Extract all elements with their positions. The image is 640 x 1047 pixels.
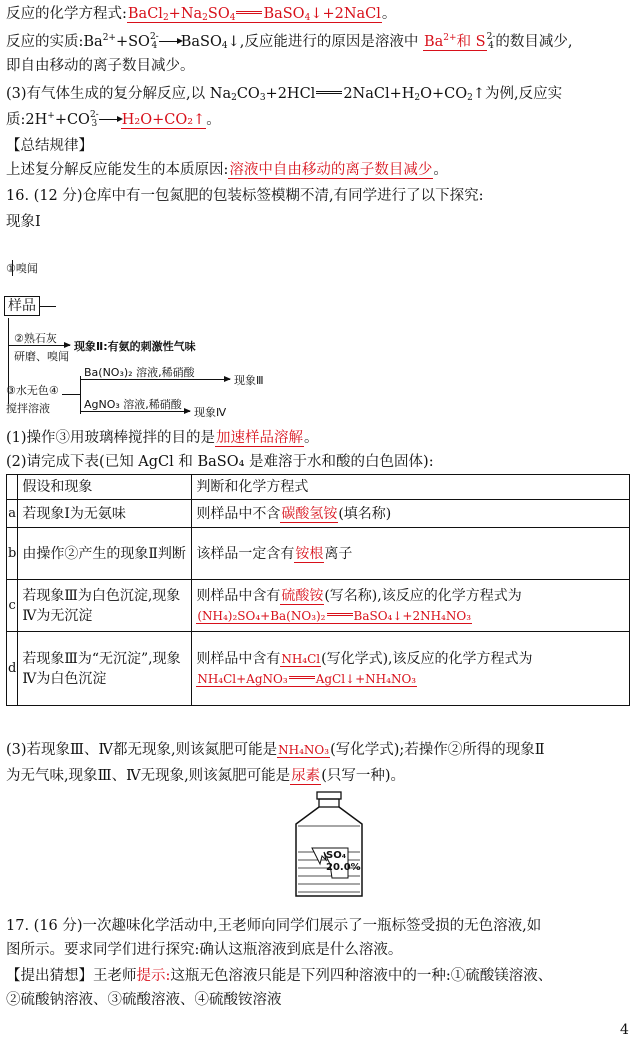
line-equation-1: 反应的化学方程式$:BaCl_2+Na_2SO_4$ BaSO$_4$↓+2NaCl。 bbox=[6, 6, 397, 23]
op1-label: ①嗅闻 bbox=[6, 262, 38, 275]
op2-label-top: ②熟石灰 bbox=[14, 332, 57, 345]
sample-box: 样品 bbox=[4, 296, 40, 316]
phenomenon-4: 现象Ⅳ bbox=[194, 406, 227, 419]
heading-summary: 【总结规律】 bbox=[6, 138, 93, 154]
question-17-line2: 图所示。要求同学们进行探究:确认这瓶溶液到底是什么溶液。 bbox=[6, 942, 403, 958]
phenomenon-1-label: 现象Ⅰ bbox=[6, 214, 41, 230]
op3-label-bottom: 搅拌溶液 bbox=[6, 402, 50, 415]
table-row: b 由操作②产生的现象Ⅱ判断 该样品一定含有铵根离子 bbox=[7, 528, 630, 580]
question-17-line1: 17. (16 分)一次趣味化学活动中,王老师向同学们展示了一瓶标签受损的无色溶液,如 bbox=[6, 918, 542, 934]
line-gas-essence: 质:2H++CO2- 3 H₂O+CO₂↑。 bbox=[6, 110, 221, 129]
question-16-3-line1: (3)若现象Ⅲ、Ⅳ都无现象,则该氮肥可能是NH₄NO₃(写化学式);若操作②所得的现象Ⅱ bbox=[6, 742, 545, 758]
line-reaction-essence: 反应的实质$:Ba^{2+}+SO2-$ 4 BaSO$_4$↓,反应能进行的原因是溶液中 $Ba^{2+}$和 S2- 4 的数目减少, bbox=[6, 32, 573, 51]
answer-q3-1: NH₄NO₃ bbox=[278, 743, 330, 757]
question-16-3-line2: 为无气味,现象Ⅲ、Ⅳ无现象,则该氮肥可能是尿素(只写一种)。 bbox=[6, 768, 406, 784]
answer-ions: $Ba^{2+}$和 S bbox=[423, 33, 486, 50]
answer-row-d: NH₄Cl bbox=[281, 651, 321, 666]
answer-summary: 溶液中自由移动的离子数目减少 bbox=[229, 162, 433, 178]
reagent-3: Ba(NO₃)₂ 溶液,稀硝酸 bbox=[84, 366, 195, 379]
answer-row-a: 碳酸氢铵 bbox=[281, 505, 338, 522]
answer-row-b: 铵根 bbox=[295, 545, 324, 562]
line-gas-reaction: (3)有气体生成的复分解反应,以 $Na_2CO_3+2HCl$ $2NaCl+H_2O+CO_2↑$为例,反应实 bbox=[6, 86, 563, 103]
line-summary: 上述复分解反应能发生的本质原因:溶液中自由移动的离子数目减少。 bbox=[6, 162, 448, 178]
page-number: 4 bbox=[620, 1022, 629, 1038]
op3-label-top: ③水无色④ bbox=[6, 384, 59, 397]
question-16-1: (1)操作③用玻璃棒搅拌的目的是加速样品溶解。 bbox=[6, 430, 319, 446]
answer-q1: 加速样品溶解 bbox=[216, 430, 304, 446]
bottle-label: SO₄ 20.0% bbox=[326, 850, 361, 873]
experiment-flow-diagram bbox=[0, 258, 330, 428]
table-row: d 若现象Ⅲ为“无沉淀”,现象Ⅳ为白色沉淀 则样品中含有NH₄Cl(写化学式),该反应的化学方程式为 NH₄Cl+AgNO₃ AgCl↓+NH₄NO₃ bbox=[7, 632, 630, 706]
reagent-4: AgNO₃ 溶液,稀硝酸 bbox=[84, 398, 182, 411]
question-16-stem: 16. (12 分)仓库中有一包氮肥的包装标签模糊不清,有同学进行了以下探究: bbox=[6, 188, 484, 204]
table-row: a 若现象Ⅰ为无氨味 则样品中不含碳酸氢铵(填名称) bbox=[7, 500, 630, 528]
answer-equation-1: $BaCl_2+Na_2SO_4$ BaSO$_4$↓+2NaCl bbox=[127, 6, 381, 23]
op2-label-bottom: 研磨、嗅闻 bbox=[14, 350, 69, 363]
question-17-line4: ②硫酸钠溶液、③硫酸溶液、④硫酸铵溶液 bbox=[6, 992, 282, 1008]
reagent-bottle-image bbox=[286, 790, 372, 900]
phenomenon-3: 现象Ⅲ bbox=[234, 374, 264, 387]
table-header-row bbox=[7, 475, 630, 500]
answer-row-c: 硫酸铵 bbox=[281, 587, 324, 604]
question-17-line3: 【提出猜想】王老师提示:这瓶无色溶液只能是下列四种溶液中的一种:①硫酸镁溶液、 bbox=[6, 968, 553, 984]
answer-gas-products: H₂O+CO₂↑ bbox=[121, 112, 206, 128]
line-ion-decrease: 即自由移动的离子数目减少。 bbox=[6, 58, 195, 74]
answer-q3-2: 尿素 bbox=[291, 768, 321, 784]
table-row: c 若现象Ⅲ为白色沉淀,现象Ⅳ为无沉淀 则样品中含有硫酸铵(写名称),该反应的化学方程式为 (NH₄)₂SO₄+Ba(NO₃)₂ BaSO₄↓+2NH₄NO₃ bbox=[7, 580, 630, 632]
hint-label: 提示: bbox=[136, 968, 171, 984]
table-header-hypothesis: 假设和现象 bbox=[18, 475, 192, 500]
phenomenon-2: 现象Ⅱ:有氨的刺激性气味 bbox=[74, 340, 196, 353]
question-16-2: (2)请完成下表(已知 AgCl 和 BaSO₄ 是难溶于水和酸的白色固体): bbox=[6, 454, 434, 470]
hypothesis-table bbox=[6, 474, 630, 706]
table-header-judgement: 判断和化学方程式 bbox=[192, 475, 630, 500]
equation-row-d: NH₄Cl+AgNO₃ AgCl↓+NH₄NO₃ bbox=[197, 671, 417, 686]
equation-row-c: (NH₄)₂SO₄+Ba(NO₃)₂ BaSO₄↓+2NH₄NO₃ bbox=[197, 608, 472, 623]
